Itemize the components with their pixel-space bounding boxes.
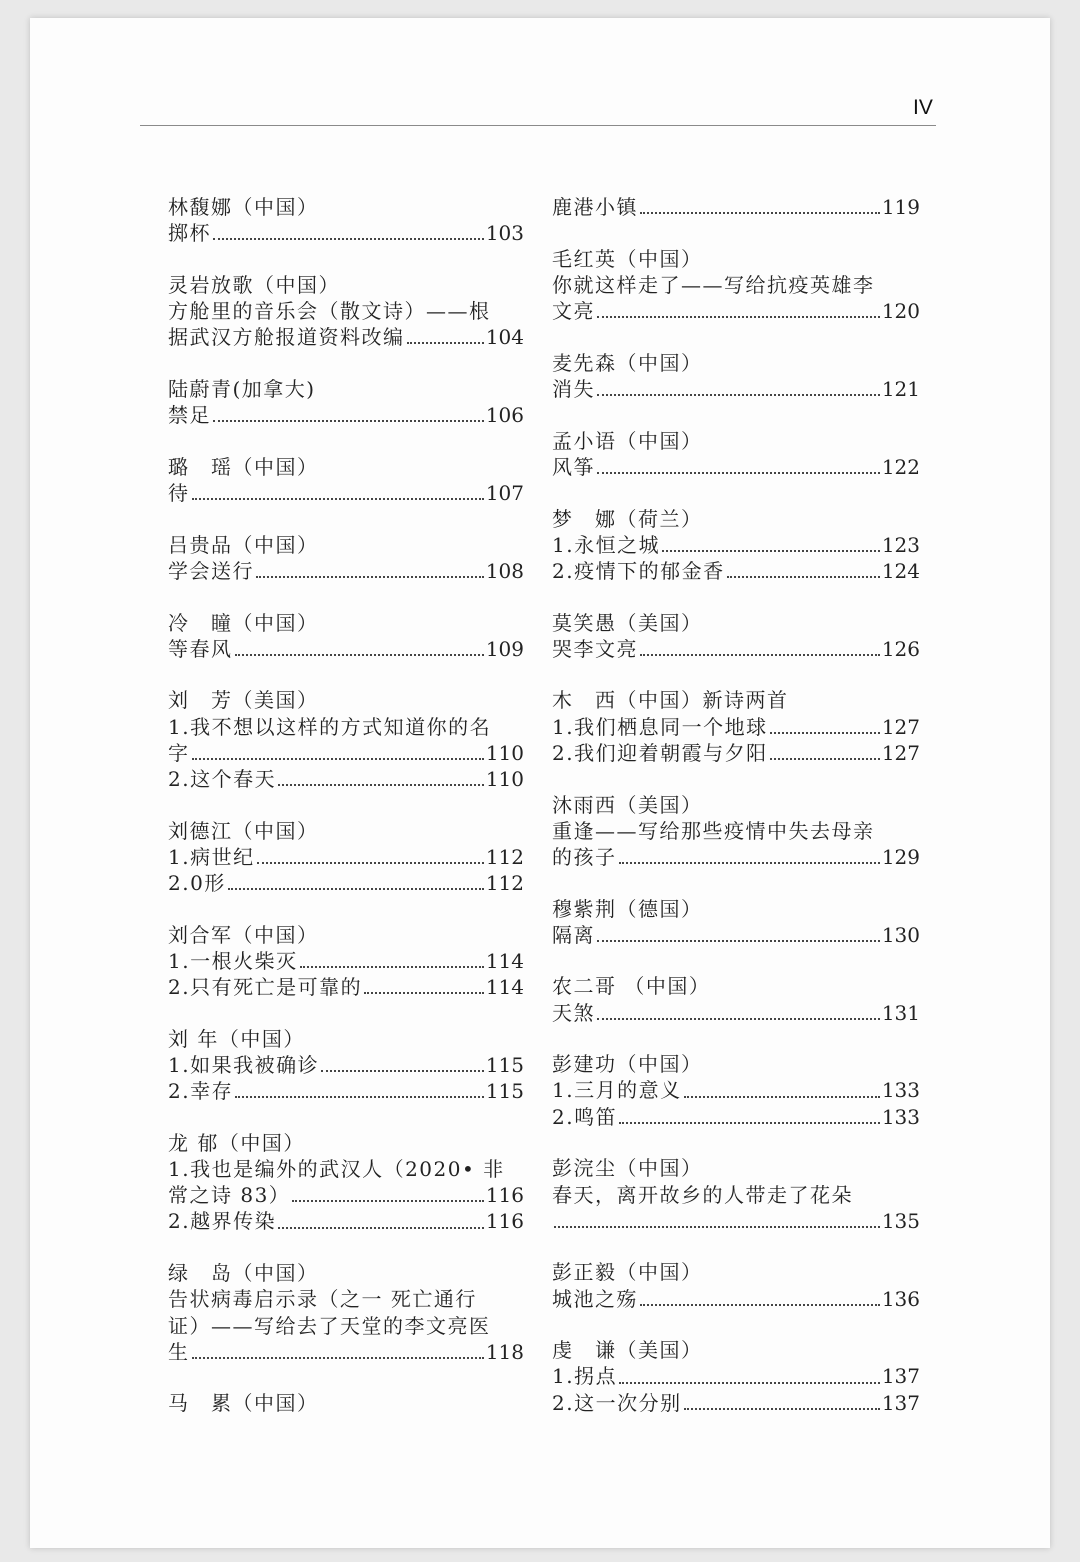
toc-line bbox=[168, 844, 524, 870]
toc-page-number: 129 bbox=[881, 844, 920, 869]
toc-entry bbox=[168, 1026, 524, 1105]
toc-title: 待 bbox=[168, 480, 190, 505]
toc-line bbox=[552, 714, 920, 740]
toc-title: 等春风 bbox=[168, 636, 233, 661]
toc-title: 1.病世纪 bbox=[168, 844, 255, 869]
toc-page-number: 112 bbox=[485, 871, 524, 896]
toc-line bbox=[168, 480, 524, 506]
toc-page-number: 115 bbox=[485, 1052, 524, 1077]
toc-line bbox=[168, 740, 524, 766]
toc-title: 常之诗 83） bbox=[168, 1183, 291, 1208]
dot-leader bbox=[257, 862, 484, 864]
dot-leader bbox=[256, 576, 484, 578]
toc-page-number: 127 bbox=[881, 714, 920, 739]
toc-author: 冷 瞳（中国） bbox=[168, 610, 319, 635]
toc-page-number: 123 bbox=[881, 532, 920, 557]
toc-author: 刘德江（中国） bbox=[168, 818, 319, 843]
toc-author: 吕贵品（中国） bbox=[168, 532, 319, 557]
toc-page-number: 106 bbox=[485, 403, 524, 428]
toc-entry bbox=[168, 272, 524, 351]
toc-title: 据武汉方舱报道资料改编 bbox=[168, 325, 405, 350]
toc-line bbox=[552, 1104, 920, 1130]
dot-leader bbox=[235, 654, 484, 656]
toc-right-column bbox=[552, 194, 920, 1441]
toc-title-line: 证）——写给去了天堂的李文亮医 bbox=[168, 1313, 491, 1338]
toc-author: 梦 娜（荷兰） bbox=[552, 506, 703, 531]
dot-leader bbox=[235, 1096, 484, 1098]
toc-title: 2.0形 bbox=[168, 871, 226, 896]
toc-line bbox=[552, 844, 920, 870]
toc-page-number: 114 bbox=[485, 948, 524, 973]
toc-author: 刘合军（中国） bbox=[168, 922, 319, 947]
toc-title: 2.幸存 bbox=[168, 1079, 234, 1104]
dot-leader bbox=[597, 316, 880, 318]
toc-entry bbox=[552, 350, 920, 402]
toc-author: 毛红英（中国） bbox=[552, 246, 703, 271]
toc-entry bbox=[552, 687, 920, 766]
dot-leader bbox=[640, 654, 880, 656]
toc-line bbox=[168, 766, 524, 792]
toc-page-number: 124 bbox=[881, 558, 920, 583]
toc-line bbox=[168, 1339, 524, 1365]
toc-author: 麦先森（中国） bbox=[552, 350, 703, 375]
toc-entry bbox=[168, 1260, 524, 1365]
toc-page-number: 122 bbox=[881, 454, 920, 479]
toc-author: 刘 年（中国） bbox=[168, 1026, 305, 1051]
toc-author: 灵岩放歌（中国） bbox=[168, 272, 340, 297]
toc-title-line: 1.我不想以这样的方式知道你的名 bbox=[168, 714, 492, 739]
toc-line bbox=[168, 974, 524, 1000]
toc-title-line: 重逢——写给那些疫情中失去母亲 bbox=[552, 818, 875, 843]
toc-title: 鹿港小镇 bbox=[552, 194, 638, 219]
toc-title: 字 bbox=[168, 740, 190, 765]
toc-entry bbox=[552, 1259, 920, 1311]
toc-line bbox=[552, 1364, 920, 1390]
toc-author: 沐雨西（美国） bbox=[552, 792, 703, 817]
toc-title: 天煞 bbox=[552, 1000, 595, 1025]
toc-line bbox=[552, 1208, 920, 1234]
toc-title: 1.一根火柴灭 bbox=[168, 948, 298, 973]
toc-title: 2.这个春天 bbox=[168, 766, 277, 791]
toc-author: 彭建功（中国） bbox=[552, 1052, 703, 1077]
dot-leader bbox=[364, 992, 484, 994]
dot-leader bbox=[554, 1226, 880, 1228]
toc-line bbox=[552, 194, 920, 220]
toc-entry bbox=[552, 506, 920, 585]
toc-author: 马 累（中国） bbox=[168, 1391, 319, 1416]
toc-entry bbox=[168, 687, 524, 792]
dot-leader bbox=[684, 1096, 880, 1098]
toc-page-number: 121 bbox=[881, 376, 920, 401]
toc-title: 风筝 bbox=[552, 454, 595, 479]
dot-leader bbox=[597, 1018, 880, 1020]
toc-page-number: 127 bbox=[881, 740, 920, 765]
toc-page-number: 136 bbox=[881, 1286, 920, 1311]
toc-author: 刘 芳（美国） bbox=[168, 688, 319, 713]
toc-page-number: 120 bbox=[881, 299, 920, 324]
toc-author: 璐 瑶（中国） bbox=[168, 454, 319, 479]
dot-leader bbox=[278, 1227, 484, 1229]
toc-line bbox=[168, 1052, 524, 1078]
toc-entry bbox=[552, 1051, 920, 1130]
dot-leader bbox=[727, 576, 880, 578]
toc-line bbox=[168, 402, 524, 428]
toc-page-number: 116 bbox=[485, 1183, 524, 1208]
toc-page-number: 110 bbox=[485, 766, 524, 791]
toc-author: 孟小语（中国） bbox=[552, 428, 703, 453]
dot-leader bbox=[770, 732, 880, 734]
toc-author: 龙 郁（中国） bbox=[168, 1130, 305, 1155]
toc-entry bbox=[168, 376, 524, 428]
toc-line bbox=[552, 532, 920, 558]
toc-page-number: 107 bbox=[485, 480, 524, 505]
toc-line bbox=[552, 298, 920, 324]
toc-page-number: 110 bbox=[485, 740, 524, 765]
toc-title: 2.疫情下的郁金香 bbox=[552, 558, 725, 583]
toc-line bbox=[552, 1390, 920, 1416]
toc-page-number: 119 bbox=[881, 194, 920, 219]
toc-line bbox=[168, 220, 524, 246]
toc-title: 学会送行 bbox=[168, 558, 254, 583]
toc-line bbox=[168, 1208, 524, 1234]
toc-title: 的孩子 bbox=[552, 844, 617, 869]
toc-author: 彭浣尘（中国） bbox=[552, 1156, 703, 1181]
toc-title: 城池之殇 bbox=[552, 1286, 638, 1311]
toc-line bbox=[168, 324, 524, 350]
dot-leader bbox=[292, 1200, 484, 1202]
toc-title: 2.我们迎着朝霞与夕阳 bbox=[552, 740, 768, 765]
toc-entry bbox=[552, 610, 920, 662]
toc-entry bbox=[552, 246, 920, 325]
dot-leader bbox=[407, 342, 484, 344]
toc-page-number: 103 bbox=[485, 221, 524, 246]
dot-leader bbox=[213, 238, 484, 240]
toc-line bbox=[552, 922, 920, 948]
toc-author: 绿 岛（中国） bbox=[168, 1261, 319, 1286]
toc-author: 农二哥 （中国） bbox=[552, 974, 711, 999]
document-page bbox=[30, 18, 1050, 1548]
toc-entry bbox=[552, 194, 920, 220]
toc-title: 哭李文亮 bbox=[552, 636, 638, 661]
dot-leader bbox=[192, 1357, 484, 1359]
toc-line bbox=[168, 558, 524, 584]
dot-leader bbox=[192, 498, 484, 500]
toc-page-number: 116 bbox=[485, 1209, 524, 1234]
dot-leader bbox=[597, 940, 880, 942]
dot-leader bbox=[619, 1382, 880, 1384]
toc-line bbox=[168, 870, 524, 896]
toc-page-number: 126 bbox=[881, 636, 920, 661]
toc-line bbox=[168, 948, 524, 974]
toc-title: 隔离 bbox=[552, 922, 595, 947]
toc-title: 1.三月的意义 bbox=[552, 1078, 682, 1103]
toc-entry bbox=[168, 532, 524, 584]
toc-entry bbox=[552, 1337, 920, 1416]
toc-author: 木 西（中国）新诗两首 bbox=[552, 688, 789, 713]
toc-author: 穆紫荆（德国） bbox=[552, 896, 703, 921]
toc-line bbox=[168, 636, 524, 662]
toc-title: 禁足 bbox=[168, 403, 211, 428]
toc-line bbox=[552, 1078, 920, 1104]
toc-page-number: 114 bbox=[485, 975, 524, 1000]
dot-leader bbox=[684, 1408, 880, 1410]
toc-title: 2.这一次分别 bbox=[552, 1390, 682, 1415]
toc-entry bbox=[168, 454, 524, 506]
toc-line bbox=[552, 454, 920, 480]
toc-page-number: 130 bbox=[881, 922, 920, 947]
toc-title-line: 春天，离开故乡的人带走了花朵 bbox=[552, 1182, 853, 1207]
toc-title: 2.鸣笛 bbox=[552, 1104, 618, 1129]
toc-title: 2.越界传染 bbox=[168, 1209, 277, 1234]
toc-title: 生 bbox=[168, 1339, 190, 1364]
dot-leader bbox=[228, 888, 484, 890]
toc-page-number: 115 bbox=[485, 1079, 524, 1104]
toc-line bbox=[552, 1286, 920, 1312]
dot-leader bbox=[770, 758, 880, 760]
dot-leader bbox=[619, 862, 880, 864]
toc-entry bbox=[552, 1155, 920, 1234]
toc-line bbox=[552, 558, 920, 584]
dot-leader bbox=[597, 394, 880, 396]
toc-entry bbox=[552, 896, 920, 948]
toc-title-line: 你就这样走了——写给抗疫英雄李 bbox=[552, 272, 875, 297]
dot-leader bbox=[321, 1070, 484, 1072]
toc-page-number: 112 bbox=[485, 844, 524, 869]
toc-entry bbox=[552, 428, 920, 480]
toc-title: 1.拐点 bbox=[552, 1364, 618, 1389]
toc-line bbox=[552, 376, 920, 402]
dot-leader bbox=[597, 472, 880, 474]
dot-leader bbox=[640, 212, 880, 214]
toc-page-number: 137 bbox=[881, 1364, 920, 1389]
toc-page-number: 137 bbox=[881, 1390, 920, 1415]
dot-leader bbox=[192, 758, 484, 760]
toc-page-number: 133 bbox=[881, 1078, 920, 1103]
toc-title-line: 方舱里的音乐会（散文诗）——根 bbox=[168, 299, 491, 324]
toc-author: 彭正毅（中国） bbox=[552, 1260, 703, 1285]
toc-author: 林馥娜（中国） bbox=[168, 195, 319, 219]
toc-line bbox=[552, 636, 920, 662]
toc-line bbox=[552, 1000, 920, 1026]
toc-title: 1.如果我被确诊 bbox=[168, 1052, 320, 1077]
toc-title: 文亮 bbox=[552, 299, 595, 324]
toc-title: 2.只有死亡是可靠的 bbox=[168, 975, 363, 1000]
page-number: IV bbox=[913, 96, 933, 119]
toc-line bbox=[168, 1182, 524, 1208]
toc-entry bbox=[168, 1390, 524, 1416]
header-rule bbox=[140, 125, 936, 126]
toc-entry bbox=[168, 818, 524, 897]
toc-title: 1.我们栖息同一个地球 bbox=[552, 714, 768, 739]
toc-line bbox=[552, 740, 920, 766]
dot-leader bbox=[300, 966, 484, 968]
toc-page-number: 118 bbox=[485, 1339, 524, 1364]
toc-line bbox=[168, 1078, 524, 1104]
toc-title: 消失 bbox=[552, 376, 595, 401]
toc-page-number: 108 bbox=[485, 558, 524, 583]
toc-title-line: 1.我也是编外的武汉人（2020• 非 bbox=[168, 1157, 505, 1182]
toc-author: 陆蔚青(加拿大) bbox=[168, 376, 316, 401]
toc-entry bbox=[168, 1130, 524, 1235]
toc-author: 虔 谦（美国） bbox=[552, 1338, 703, 1363]
toc-title: 掷杯 bbox=[168, 221, 211, 246]
toc-page-number: 135 bbox=[881, 1208, 920, 1233]
toc-page-number: 109 bbox=[485, 636, 524, 661]
toc-entry bbox=[552, 792, 920, 871]
dot-leader bbox=[278, 784, 484, 786]
toc-page-number: 131 bbox=[881, 1000, 920, 1025]
toc-page-number: 133 bbox=[881, 1104, 920, 1129]
toc-page-number: 104 bbox=[485, 325, 524, 350]
dot-leader bbox=[640, 1304, 880, 1306]
dot-leader bbox=[619, 1122, 880, 1124]
toc-entry bbox=[552, 973, 920, 1025]
toc-author: 莫笑愚（美国） bbox=[552, 610, 703, 635]
dot-leader bbox=[213, 420, 484, 422]
toc-title-line: 告状病毒启示录（之一 死亡通行 bbox=[168, 1287, 477, 1312]
dot-leader bbox=[662, 550, 880, 552]
toc-title: 1.永恒之城 bbox=[552, 532, 661, 557]
toc-entry bbox=[168, 194, 524, 246]
toc-entry bbox=[168, 610, 524, 662]
toc-entry bbox=[168, 922, 524, 1001]
toc-left-column bbox=[168, 194, 524, 1442]
